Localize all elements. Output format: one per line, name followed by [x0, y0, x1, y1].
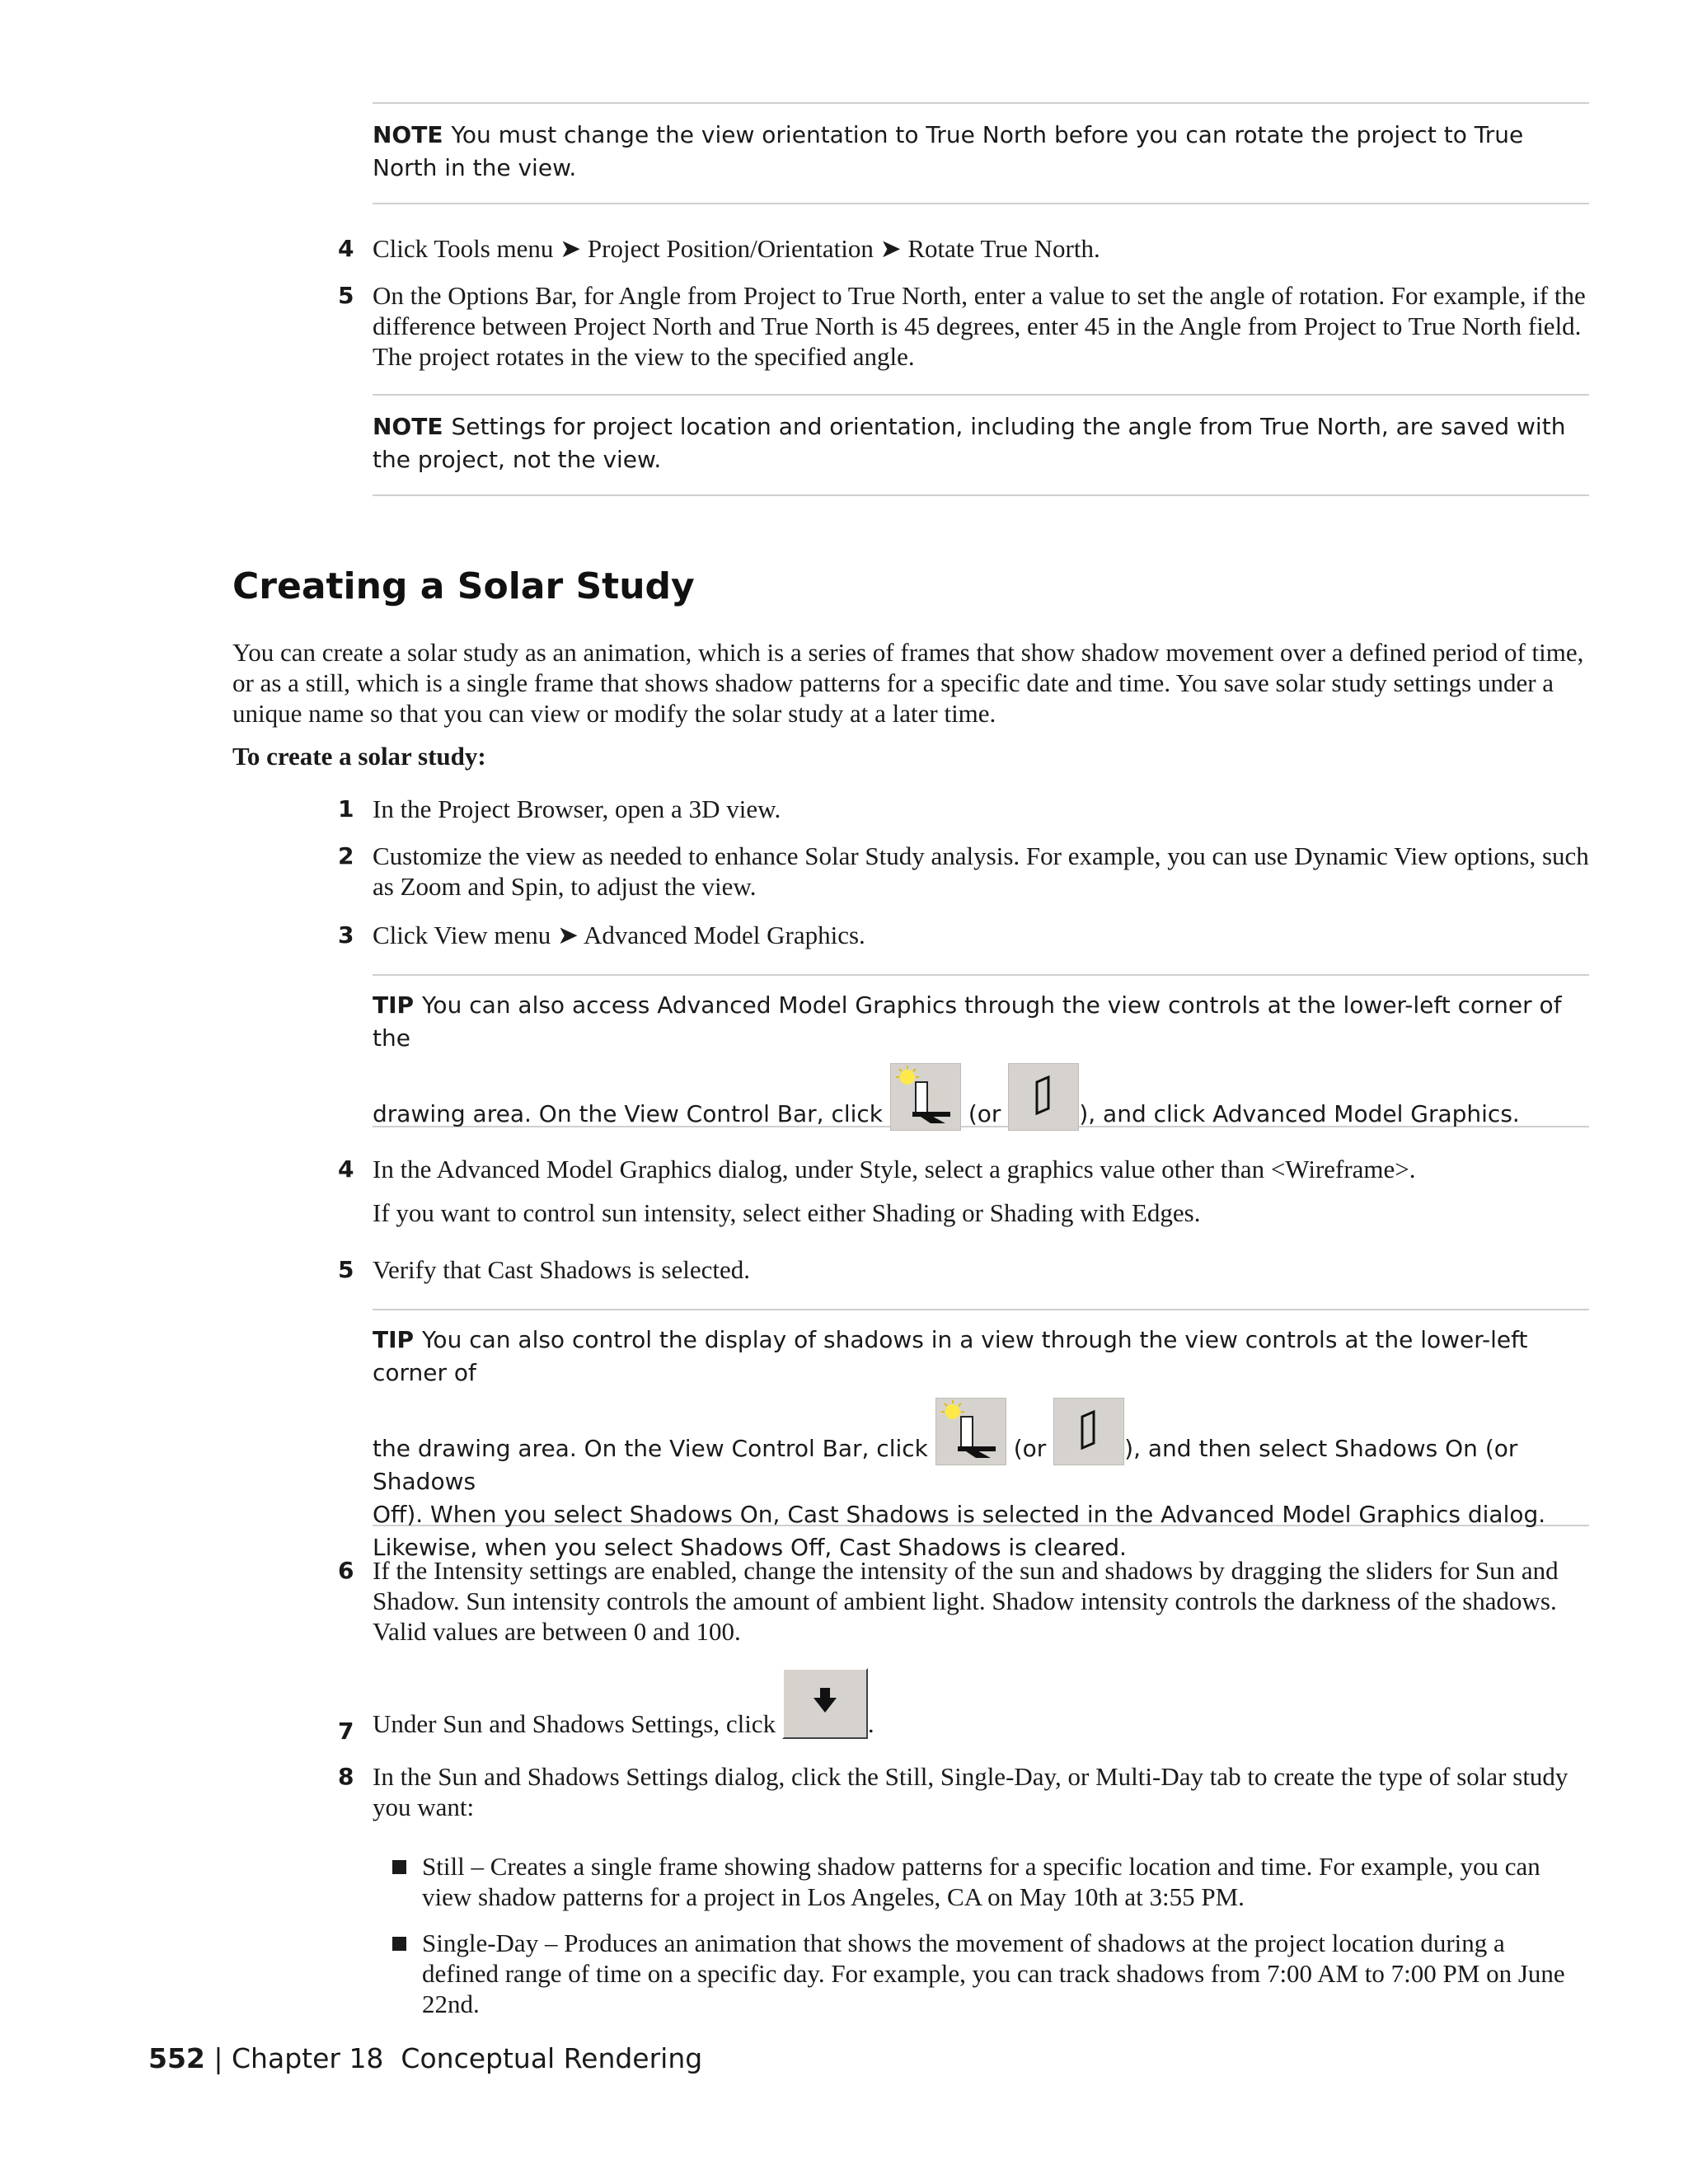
- step-item: [338, 920, 1591, 950]
- step-item: [338, 280, 1591, 372]
- tip-text: drawing area. On the View Control Bar, click: [373, 1100, 884, 1127]
- step-number: 4: [338, 235, 354, 262]
- step-item: [338, 233, 1591, 264]
- model-graphics-style-box-icon[interactable]: [1053, 1398, 1124, 1465]
- tip-text: the drawing area. On the View Control Bar, click: [373, 1435, 928, 1462]
- chapter-label: Chapter 18: [232, 2042, 384, 2074]
- step-text: Click Tools menu ➤ Project Position/Orientation ➤ Rotate True North.: [373, 234, 1100, 263]
- step-text: Customize the view as needed to enhance Solar Study analysis. For example, you can use Dynamic View options, such as Zoom and Spin, to adjust the view.: [373, 841, 1589, 901]
- tip-line: [373, 989, 1589, 1055]
- footer-separator: |: [213, 2042, 223, 2074]
- step-number: 1: [338, 795, 354, 823]
- model-graphics-style-box-icon[interactable]: [1008, 1063, 1079, 1131]
- step-text: In the Sun and Shadows Settings dialog, click the Still, Single-Day, or Multi-Day tab to create the type of solar study you want:: [373, 1762, 1568, 1821]
- note-label: NOTE: [373, 413, 443, 440]
- note-label: NOTE: [373, 121, 443, 148]
- step-item: [338, 1254, 1591, 1285]
- step-text: In the Project Browser, open a 3D view.: [373, 794, 781, 823]
- note-text: Settings for project location and orientation, including the angle from True North, are saved with the project, not the view.: [373, 413, 1566, 473]
- step-number: 6: [338, 1557, 354, 1584]
- note-callout: [373, 394, 1589, 496]
- step-item: [338, 1555, 1591, 1647]
- tip-text: Off). When you select Shadows On, Cast Shadows is selected in the Advanced Model Graphics dialog. Likewise, when you select Shadows Off, Cast Shadows is cleared.: [373, 1501, 1546, 1561]
- model-graphics-style-sun-icon[interactable]: [935, 1398, 1006, 1465]
- tip-text: (or: [968, 1100, 1001, 1127]
- tip-text: You can also control the display of shadows in a view through the view controls at the lower-left corner of: [373, 1326, 1528, 1386]
- step-item: [338, 1154, 1591, 1228]
- note-callout: [373, 102, 1589, 204]
- section-intro: You can create a solar study as an animation, which is a series of frames that show shadow movement over a defined period of time, or as a still, which is a single frame that shows shadow patterns for a specific date and time. You save solar study settings under a unique name so that you can view or modify the solar study at a later time.: [232, 638, 1584, 728]
- tip-text: ), and then select Shadows On (or Shadows: [373, 1435, 1518, 1495]
- model-graphics-style-sun-icon[interactable]: [890, 1063, 961, 1131]
- step-number: 7: [338, 1718, 354, 1745]
- step-text: [373, 1668, 1591, 1739]
- procedure-title: To create a solar study:: [232, 742, 486, 771]
- step-text-after: .: [867, 1709, 874, 1738]
- tip-text: ), and click Advanced Model Graphics.: [1079, 1100, 1520, 1127]
- step-item: [338, 1761, 1591, 1822]
- list-item: [392, 1851, 1587, 1912]
- step-number: 2: [338, 842, 354, 869]
- step-number: 3: [338, 921, 354, 949]
- sun-shadow-settings-arrow-icon[interactable]: [782, 1668, 868, 1739]
- bullet-marker: [392, 1937, 406, 1951]
- step-text-before: Under Sun and Shadows Settings, click: [373, 1709, 776, 1738]
- tip-line: [373, 1398, 1589, 1498]
- list-item: [392, 1928, 1587, 2019]
- tip-line: [373, 1063, 1589, 1131]
- bullet-text: Single-Day – Produces an animation that shows the movement of shadows at the project location during a defined range of time on a specific day. For example, you can track shadows from 7:00 AM to 7:00 PM on June 22nd.: [422, 1929, 1565, 2018]
- step-number: 8: [338, 1763, 354, 1790]
- step-text: If the Intensity settings are enabled, change the intensity of the sun and shadows by dragging the sliders for Sun and Shadow. Sun intensity controls the amount of ambient light. Shadow intensity controls the darkness of the shadows. Valid values are between 0 and 100.: [373, 1556, 1559, 1646]
- chapter-title: Conceptual Rendering: [401, 2042, 703, 2074]
- tip-label: TIP: [373, 991, 415, 1019]
- tip-text: (or: [1013, 1435, 1047, 1462]
- tip-line: [373, 1324, 1589, 1390]
- step-text: On the Options Bar, for Angle from Project to True North, enter a value to set the angle of rotation. For example, if the difference between Project North and True North is 45 degrees, enter 45 in the Angle from Project to True North field. The project rotates in the view to the specified angle.: [373, 281, 1586, 371]
- tip-text: You can also access Advanced Model Graphics through the view controls at the lower-left corner of the: [373, 991, 1562, 1052]
- bullet-marker: [392, 1860, 406, 1874]
- section-heading: Creating a Solar Study: [232, 565, 695, 607]
- step-number: 5: [338, 282, 354, 309]
- step-item: [338, 841, 1591, 902]
- bullet-text: Still – Creates a single frame showing shadow patterns for a specific location and time. For example, you can view shadow patterns for a project in Los Angeles, CA on May 10th at 3:55 PM.: [422, 1852, 1540, 1911]
- tip-callout: [373, 974, 1589, 1127]
- step-number: 5: [338, 1256, 354, 1283]
- step-item: [338, 794, 1591, 824]
- tip-callout: [373, 1309, 1589, 1561]
- note-text: You must change the view orientation to True North before you can rotate the project to True North in the view.: [373, 121, 1524, 181]
- step-subtext: If you want to control sun intensity, select either Shading or Shading with Edges.: [373, 1198, 1201, 1227]
- step-number: 4: [338, 1155, 354, 1183]
- page-number: 552: [148, 2042, 205, 2074]
- step-text: In the Advanced Model Graphics dialog, under Style, select a graphics value other than <Wireframe>.: [373, 1155, 1416, 1183]
- step-text: Click View menu ➤ Advanced Model Graphics.: [373, 921, 865, 949]
- step-item: [338, 1668, 1591, 1745]
- step-text: Verify that Cast Shadows is selected.: [373, 1255, 751, 1284]
- page-footer: [148, 2042, 702, 2074]
- tip-label: TIP: [373, 1326, 415, 1353]
